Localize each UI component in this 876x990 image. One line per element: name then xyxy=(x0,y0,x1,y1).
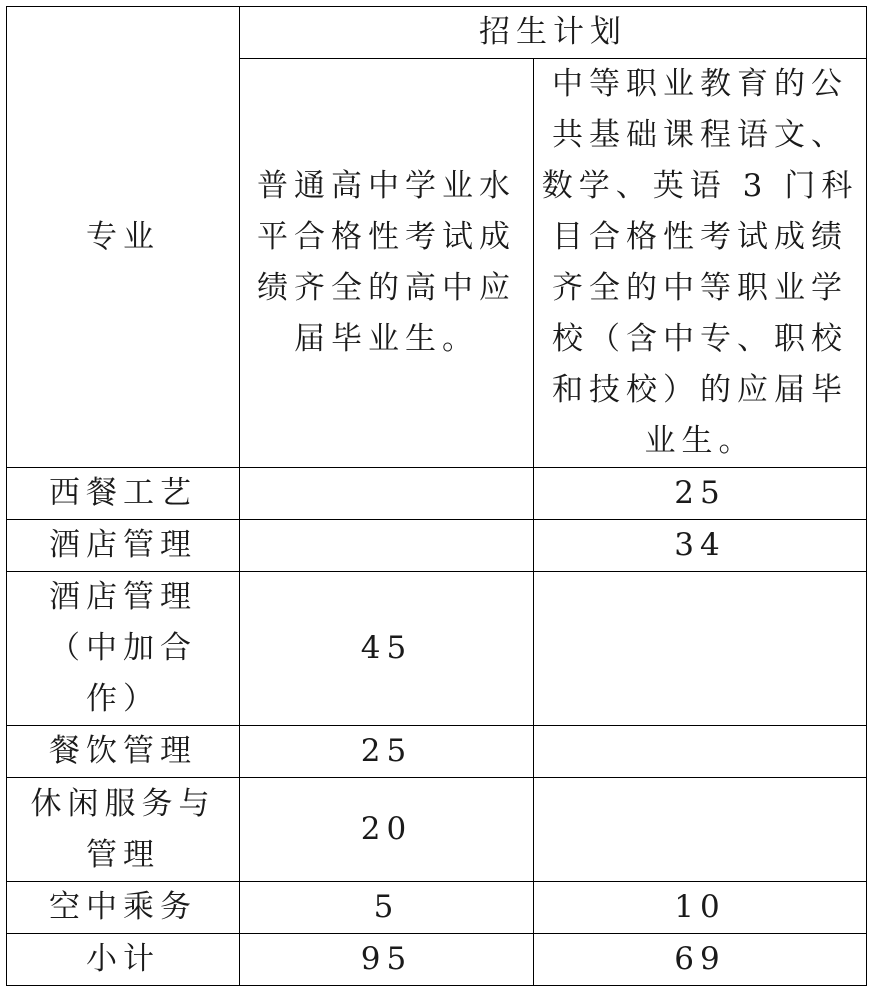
major-cell: 餐饮管理 xyxy=(7,726,240,778)
table-row xyxy=(7,934,867,986)
header-row-top xyxy=(7,7,867,59)
table-row xyxy=(7,572,867,726)
major-cell: 空中乘务 xyxy=(7,882,240,934)
enrollment-plan-table xyxy=(6,6,867,986)
count-b-cell: 34 xyxy=(534,520,867,572)
table-row xyxy=(7,778,867,882)
major-cell: 酒店管理（中加合作） xyxy=(7,572,240,726)
table-row xyxy=(7,726,867,778)
count-b-cell xyxy=(534,726,867,778)
criteria-b-text: 中等职业教育的公共基础课程语文、数学、英语 3 门科目合格性考试成绩齐全的中等职业学校（含中专、职校和技校）的应届毕业生。 xyxy=(541,66,859,459)
major-cell: 小计 xyxy=(7,934,240,986)
count-a-cell: 25 xyxy=(240,726,534,778)
table-row xyxy=(7,520,867,572)
major-cell: 休闲服务与管理 xyxy=(7,778,240,882)
count-a-cell: 95 xyxy=(240,934,534,986)
count-b-cell: 25 xyxy=(534,468,867,520)
table-row xyxy=(7,882,867,934)
criteria-a-cell xyxy=(240,59,534,468)
count-a-cell: 20 xyxy=(240,778,534,882)
major-cell: 酒店管理 xyxy=(7,520,240,572)
count-a-cell: 5 xyxy=(240,882,534,934)
count-b-cell xyxy=(534,778,867,882)
table-row xyxy=(7,468,867,520)
count-b-cell: 69 xyxy=(534,934,867,986)
plan-header-cell xyxy=(240,7,867,59)
enrollment-plan-page xyxy=(6,6,867,986)
major-cell: 西餐工艺 xyxy=(7,468,240,520)
count-a-cell xyxy=(240,520,534,572)
criteria-b-cell xyxy=(534,59,867,468)
criteria-a-text: 普通高中学业水平合格性考试成绩齐全的高中应届毕业生。 xyxy=(257,168,516,357)
count-b-cell xyxy=(534,572,867,726)
plan-header-label: 招生计划 xyxy=(479,14,627,50)
count-a-cell: 45 xyxy=(240,572,534,726)
major-header-label: 专业 xyxy=(86,218,160,255)
count-b-cell: 10 xyxy=(534,882,867,934)
major-header-cell xyxy=(7,7,240,468)
count-a-cell xyxy=(240,468,534,520)
